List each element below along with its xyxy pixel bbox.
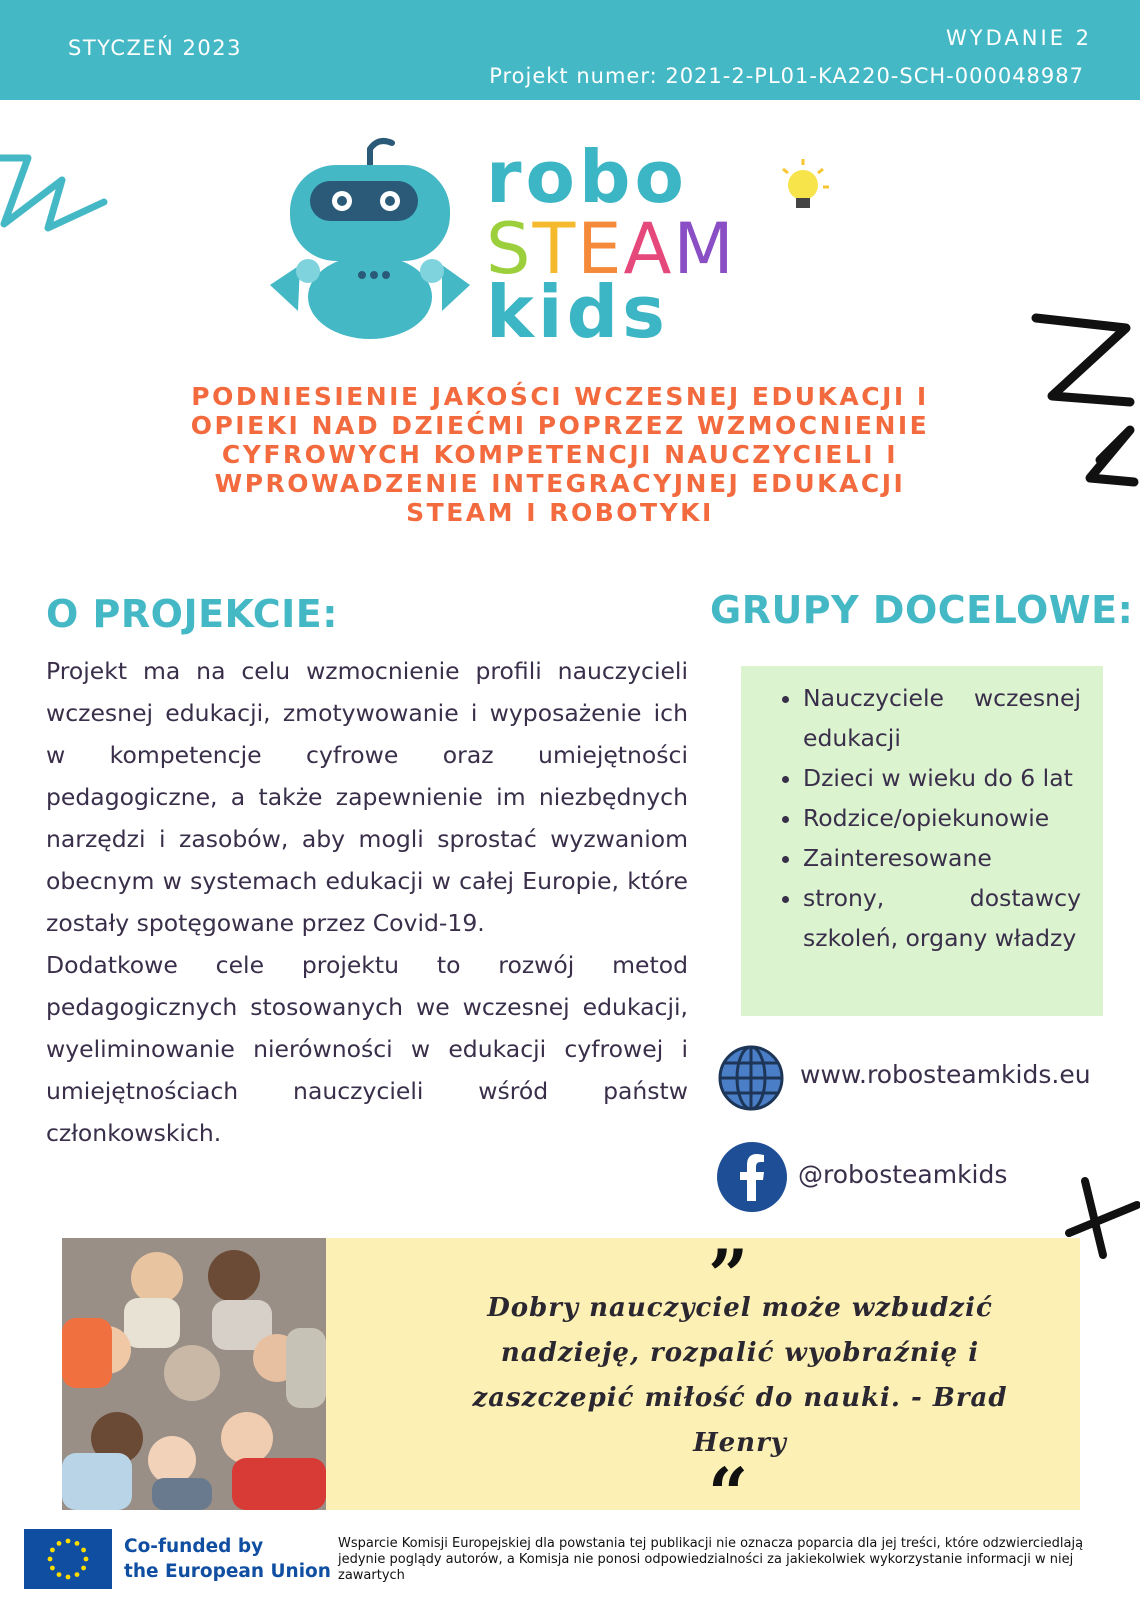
- list-item: • Zainteresowane: [803, 838, 1081, 878]
- logo-word-robo: robo: [486, 135, 688, 219]
- project-number: Projekt numer: 2021-2-PL01-KA220-SCH-000048987: [489, 64, 1084, 88]
- facebook-icon[interactable]: [716, 1141, 788, 1213]
- about-paragraph-2: Dodatkowe cele projektu to rozwój metod pedagogicznych stosowanych we wczesnej edukacji, wyeliminowanie nierówności w edukacji cyfrowej i umiejętnościach nauczycieli wśród państw członkowskich.: [46, 951, 688, 1147]
- logo-word-kids: kids: [486, 270, 669, 354]
- eu-disclaimer: Wsparcie Komisji Europejskiej dla powstania tej publikacji nie oznacza poparcia dla jej treści, które odzwierciedlają jedynie poglądy autorów, a Komisja nie ponosi odpowiedzialności za jakiekolwiek wykorzystanie informacji w niej zawartych: [338, 1536, 1084, 1583]
- about-section-body: [46, 650, 688, 1154]
- quote-mark-open: ”: [708, 1234, 749, 1317]
- light-bulb-icon: [775, 155, 835, 225]
- z-scribble-decoration: [1030, 310, 1140, 490]
- cofunded-line-2: the European Union: [124, 1561, 331, 1582]
- list-item: • Dzieci w wieku do 6 lat: [803, 758, 1081, 798]
- cofunded-line-1: Co-funded by: [124, 1536, 264, 1557]
- cofunded-label: [124, 1534, 331, 1584]
- list-item: • strony, dostawcy szkoleń, organy władzy: [803, 878, 1081, 958]
- logo-letter-m: M: [673, 208, 736, 290]
- zigzag-decoration: [0, 150, 110, 240]
- about-section-title: O PROJEKCIE:: [46, 592, 338, 636]
- list-item: • Nauczyciele wczesnej edukacji: [803, 678, 1081, 758]
- robot-icon: [270, 135, 470, 350]
- facebook-handle-link[interactable]: @robosteamkids: [798, 1160, 1008, 1189]
- logo-letter-a: A: [623, 208, 674, 290]
- project-headline: PODNIESIENIE JAKOŚCI WCZESNEJ EDUKACJI I OPIEKI NAD DZIEĆMI POPRZEZ WZMOCNIENIE CYFROWYCH KOMPETENCJI NAUCZYCIELI I WPROWADZENIE INTEGRACYJNEJ EDUKACJI STEAM I ROBOTYKI: [190, 382, 930, 527]
- quote-text: Dobry nauczyciel może wzbudzić nadzieję, rozpalić wyobraźnię i zaszczepić miłość do nauki. - Brad Henry: [472, 1293, 1008, 1458]
- groups-section-title: GRUPY DOCELOWE:: [710, 588, 1134, 632]
- logo-letter-e: E: [577, 208, 624, 290]
- website-link[interactable]: www.robosteamkids.eu: [800, 1060, 1091, 1089]
- groups-list: [741, 666, 1103, 958]
- about-paragraph-1: Projekt ma na celu wzmocnienie profili nauczycieli wczesnej edukacji, zmotywowanie i wyposażenie ich w kompetencje cyfrowe oraz umiejętności pedagogiczne, a także zapewnienie im niezbędnych narzędzi i zasobów, aby mogli sprostać wyzwaniom obecnym w systemach edukacji w całej Europie, które zostały spotęgowane przez Covid-19.: [46, 657, 688, 937]
- list-item: • Rodzice/opiekunowie: [803, 798, 1081, 838]
- groups-box: [741, 666, 1103, 1016]
- logo-letter-s: S: [486, 208, 533, 290]
- globe-icon: [716, 1043, 786, 1113]
- quote-mark-close: “: [708, 1452, 749, 1535]
- issue-date: STYCZEŃ 2023: [68, 36, 242, 60]
- edition-label: WYDANIE 2: [946, 26, 1092, 50]
- eu-flag-icon: [24, 1529, 112, 1589]
- children-photo: [62, 1238, 326, 1510]
- logo-letter-t: T: [532, 208, 578, 290]
